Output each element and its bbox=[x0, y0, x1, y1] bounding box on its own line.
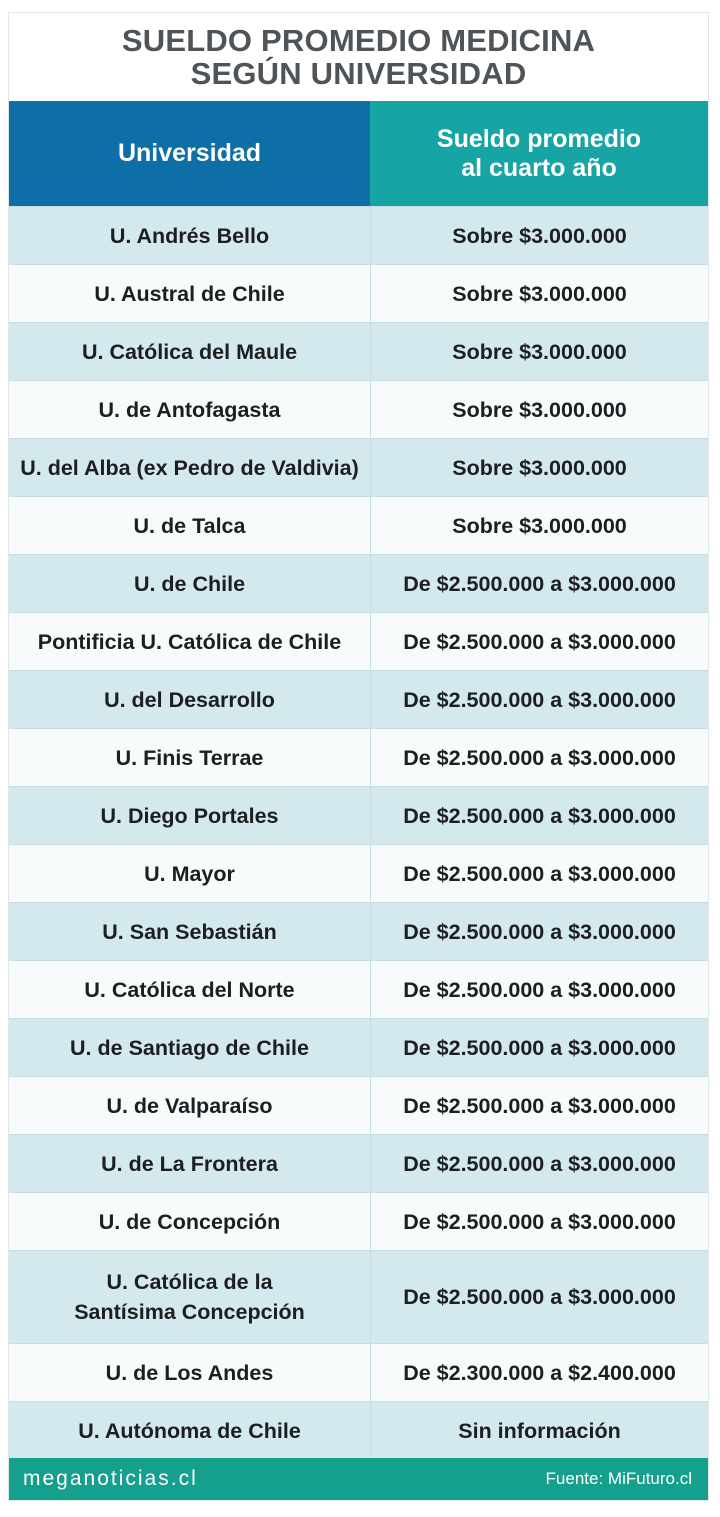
table-row bbox=[9, 670, 708, 728]
table-row bbox=[9, 438, 708, 496]
university-cell bbox=[9, 1135, 371, 1192]
table-row bbox=[9, 264, 708, 322]
university-cell bbox=[9, 787, 371, 844]
university-cell bbox=[9, 1193, 371, 1250]
salary-cell: De $2.500.000 a $3.000.000 bbox=[403, 745, 676, 770]
university-name: U. Diego Portales bbox=[100, 803, 279, 828]
university-name: U. Autónoma de Chile bbox=[78, 1418, 301, 1443]
university-name: Santísima Concepción bbox=[74, 1300, 305, 1324]
salary-cell: Sobre $3.000.000 bbox=[452, 223, 627, 248]
university-name: U. de Chile bbox=[133, 571, 246, 596]
university-cell bbox=[9, 323, 371, 380]
salary-cell: Sobre $3.000.000 bbox=[452, 281, 627, 306]
brand-logo-text: meganoticias.cl bbox=[23, 1467, 198, 1490]
table-body bbox=[9, 206, 708, 1459]
university-name: U. de Antofagasta bbox=[98, 397, 281, 422]
salary-cell: De $2.500.000 a $3.000.000 bbox=[403, 977, 676, 1002]
table-row bbox=[9, 1401, 708, 1459]
table-row bbox=[9, 1018, 708, 1076]
university-cell bbox=[9, 671, 371, 728]
university-cell bbox=[9, 207, 371, 264]
university-cell bbox=[9, 903, 371, 960]
source-credit: Fuente: MiFuturo.cl bbox=[545, 1469, 692, 1488]
table-row bbox=[9, 902, 708, 960]
salary-cell: De $2.500.000 a $3.000.000 bbox=[403, 571, 676, 596]
university-name: U. Mayor bbox=[144, 861, 235, 886]
university-cell bbox=[9, 729, 371, 786]
footer bbox=[9, 1458, 708, 1500]
salary-cell: De $2.500.000 a $3.000.000 bbox=[403, 1035, 676, 1060]
table-row bbox=[9, 554, 708, 612]
salary-cell: De $2.500.000 a $3.000.000 bbox=[403, 861, 676, 886]
university-name: U. Finis Terrae bbox=[115, 745, 264, 770]
university-name: U. Católica del Maule bbox=[81, 339, 298, 364]
column-header-university-label: Universidad bbox=[117, 139, 262, 167]
salary-cell: De $2.500.000 a $3.000.000 bbox=[403, 1151, 676, 1176]
university-cell bbox=[9, 613, 371, 670]
salary-cell: Sobre $3.000.000 bbox=[452, 339, 627, 364]
table-row bbox=[9, 844, 708, 902]
salary-cell: Sobre $3.000.000 bbox=[452, 455, 627, 480]
table-row bbox=[9, 1250, 708, 1343]
university-name: U. del Desarrollo bbox=[104, 687, 275, 712]
salary-cell: De $2.500.000 a $3.000.000 bbox=[403, 803, 676, 828]
university-name: U. de Santiago de Chile bbox=[70, 1035, 309, 1060]
university-cell bbox=[9, 1402, 371, 1459]
title-line-1: SUELDO PROMEDIO MEDICINA bbox=[121, 23, 596, 58]
salary-cell: Sin información bbox=[458, 1418, 621, 1443]
salary-cell: Sobre $3.000.000 bbox=[452, 513, 627, 538]
table-row bbox=[9, 960, 708, 1018]
salary-cell: De $2.500.000 a $3.000.000 bbox=[403, 1093, 676, 1118]
university-name: U. de Los Andes bbox=[105, 1360, 274, 1385]
table-row bbox=[9, 380, 708, 438]
salary-cell: De $2.500.000 a $3.000.000 bbox=[403, 1285, 676, 1309]
table-row bbox=[9, 786, 708, 844]
table-row bbox=[9, 728, 708, 786]
university-cell bbox=[9, 845, 371, 902]
salary-cell: De $2.500.000 a $3.000.000 bbox=[403, 919, 676, 944]
university-name: U. Católica de la bbox=[106, 1270, 273, 1294]
salary-cell: Sobre $3.000.000 bbox=[452, 397, 627, 422]
university-cell bbox=[9, 1251, 371, 1343]
university-cell bbox=[9, 1344, 371, 1401]
table-row bbox=[9, 1134, 708, 1192]
university-name: U. de La Frontera bbox=[101, 1151, 278, 1176]
table-row bbox=[9, 1343, 708, 1401]
salary-cell: De $2.500.000 a $3.000.000 bbox=[403, 687, 676, 712]
university-name: U. de Valparaíso bbox=[106, 1093, 273, 1118]
table-row bbox=[9, 1076, 708, 1134]
table-row bbox=[9, 612, 708, 670]
salary-cell: De $2.500.000 a $3.000.000 bbox=[403, 1209, 676, 1234]
table-row bbox=[9, 496, 708, 554]
salary-cell: De $2.500.000 a $3.000.000 bbox=[403, 629, 676, 654]
university-cell bbox=[9, 961, 371, 1018]
column-header-salary bbox=[370, 101, 708, 206]
university-name: U. Católica del Norte bbox=[84, 977, 295, 1002]
university-cell bbox=[9, 381, 371, 438]
university-name: U. del Alba (ex Pedro de Valdivia) bbox=[20, 455, 359, 480]
page-title bbox=[9, 13, 708, 101]
table-row bbox=[9, 1192, 708, 1250]
university-cell bbox=[9, 1019, 371, 1076]
university-cell bbox=[9, 497, 371, 554]
column-header-salary-line-2: al cuarto año bbox=[461, 153, 617, 182]
column-header-salary-line-1: Sueldo promedio bbox=[436, 124, 642, 153]
university-name: Pontificia U. Católica de Chile bbox=[37, 629, 342, 654]
university-cell bbox=[9, 439, 371, 496]
table-row bbox=[9, 206, 708, 264]
university-name: U. de Talca bbox=[133, 513, 246, 538]
infographic-card bbox=[8, 12, 709, 1501]
table-header bbox=[9, 101, 708, 206]
column-header-university bbox=[9, 101, 370, 206]
table-row bbox=[9, 322, 708, 380]
university-name: U. Andrés Bello bbox=[109, 223, 270, 248]
university-name: U. San Sebastián bbox=[102, 919, 277, 944]
title-line-2: SEGÚN UNIVERSIDAD bbox=[190, 56, 527, 91]
university-cell bbox=[9, 555, 371, 612]
salary-cell: De $2.300.000 a $2.400.000 bbox=[403, 1360, 676, 1385]
university-name: U. de Concepción bbox=[98, 1209, 281, 1234]
university-cell bbox=[9, 1077, 371, 1134]
university-cell bbox=[9, 265, 371, 322]
university-name: U. Austral de Chile bbox=[94, 281, 285, 306]
